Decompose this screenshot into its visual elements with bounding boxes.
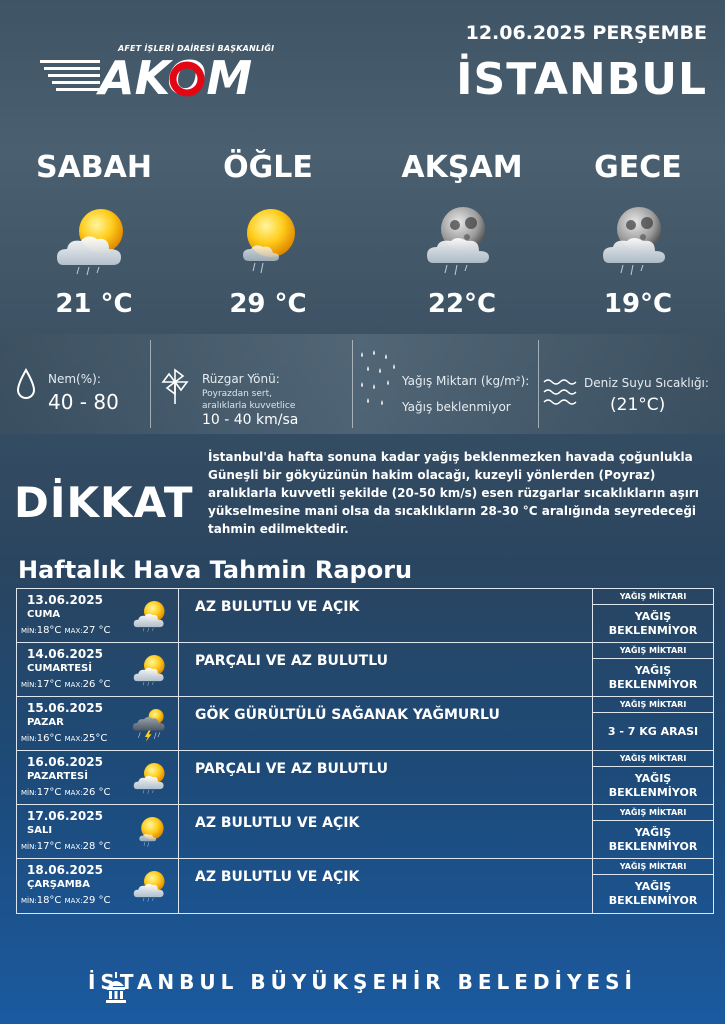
table-row bbox=[17, 643, 713, 697]
rain-value: Yağış beklenmiyor bbox=[402, 400, 511, 414]
rain-value: YAĞIŞ BEKLENMİYOR bbox=[608, 609, 698, 637]
day-minmax: MİN:16°C MAX:25°C bbox=[21, 733, 108, 744]
period-temp: 21 °C bbox=[55, 289, 133, 319]
rain-cell bbox=[593, 805, 713, 858]
rain-cell bbox=[593, 697, 713, 750]
rain-value: YAĞIŞ BEKLENMİYOR bbox=[608, 663, 698, 691]
rain-header: YAĞIŞ MİKTARI bbox=[593, 643, 713, 659]
rain-cell bbox=[593, 751, 713, 804]
day-cell bbox=[17, 805, 179, 858]
rain-value: YAĞIŞ BEKLENMİYOR bbox=[608, 771, 698, 799]
day-name: CUMA bbox=[27, 609, 61, 620]
rain-header: YAĞIŞ MİKTARI bbox=[593, 805, 713, 821]
day-desc: PARÇALI VE AZ BULUTLU bbox=[179, 751, 593, 804]
day-desc: AZ BULUTLU VE AÇIK bbox=[179, 859, 593, 913]
humidity-value: 40 - 80 bbox=[48, 390, 119, 414]
info-divider bbox=[352, 340, 353, 428]
rain-value: YAĞIŞ BEKLENMİYOR bbox=[608, 880, 698, 907]
rain-value: 3 - 7 KG ARASI bbox=[607, 724, 699, 738]
day-desc: AZ BULUTLU VE AÇIK bbox=[179, 805, 593, 858]
wind-desc-2: aralıklarla kuvvetlice bbox=[202, 401, 296, 411]
city-name: İSTANBUL bbox=[456, 54, 707, 105]
period-name: AKŞAM bbox=[401, 150, 523, 185]
sun-cloud-icon bbox=[130, 755, 172, 799]
day-cell bbox=[17, 697, 179, 750]
day-name: SALI bbox=[27, 825, 53, 836]
sea-temp-label: Deniz Suyu Sıcaklığı: bbox=[584, 376, 709, 390]
day-name: CUMARTESİ bbox=[27, 663, 92, 674]
moon-cloud-icon bbox=[417, 199, 507, 279]
day-date: 16.06.2025 bbox=[27, 755, 103, 769]
day-desc: PARÇALI VE AZ BULUTLU bbox=[179, 643, 593, 696]
day-name: PAZARTESİ bbox=[27, 771, 88, 782]
period-name: GECE bbox=[594, 150, 682, 185]
rain-header: YAĞIŞ MİKTARI bbox=[593, 697, 713, 713]
period-temp: 22°C bbox=[427, 289, 497, 319]
day-minmax: MİN:17°C MAX:28 °C bbox=[21, 841, 111, 852]
day-cell bbox=[17, 859, 179, 913]
period-night bbox=[558, 150, 718, 319]
period-name: ÖĞLE bbox=[223, 150, 313, 185]
table-row bbox=[17, 697, 713, 751]
day-minmax: MİN:18°C MAX:27 °C bbox=[21, 625, 111, 636]
day-cell bbox=[17, 643, 179, 696]
rain-header: YAĞIŞ MİKTARI bbox=[593, 751, 713, 767]
org-subtitle: AFET İŞLERİ DAİRESİ BAŞKANLIĞI bbox=[118, 44, 275, 53]
weekly-table bbox=[16, 588, 714, 914]
rain-header: YAĞIŞ MİKTARI bbox=[593, 859, 713, 875]
day-date: 14.06.2025 bbox=[27, 647, 103, 661]
sun-cloud-icon bbox=[49, 199, 139, 279]
day-minmax: MİN:17°C MAX:26 °C bbox=[21, 679, 111, 690]
period-morning bbox=[14, 150, 174, 319]
sea-temp-value: (21°C) bbox=[610, 395, 666, 415]
day-minmax: MİN:17°C MAX:26 °C bbox=[21, 787, 111, 798]
day-desc: GÖK GÜRÜLTÜLÜ SAĞANAK YAĞMURLU bbox=[179, 697, 593, 750]
rain-header: YAĞIŞ MİKTARI bbox=[593, 589, 713, 605]
day-date: 15.06.2025 bbox=[27, 701, 103, 715]
day-date: 17.06.2025 bbox=[27, 809, 103, 823]
period-temp: 19°C bbox=[603, 289, 673, 319]
period-name: SABAH bbox=[35, 150, 152, 185]
humidity-label: Nem(%): bbox=[48, 372, 101, 386]
info-divider bbox=[150, 340, 151, 428]
info-divider bbox=[538, 340, 539, 428]
moon-cloud-icon bbox=[593, 199, 683, 279]
sun-cloud-icon bbox=[130, 593, 172, 637]
pinwheel-icon bbox=[158, 366, 192, 406]
wind-speed: 10 - 40 km/sa bbox=[202, 412, 299, 428]
droplet-icon bbox=[14, 368, 38, 402]
day-minmax: MİN:18°C MAX:29 °C bbox=[21, 895, 111, 906]
raindrops-icon bbox=[356, 346, 400, 410]
rain-cell bbox=[593, 643, 713, 696]
period-evening bbox=[382, 150, 542, 319]
table-row bbox=[17, 589, 713, 643]
day-cell bbox=[17, 751, 179, 804]
period-temp: 29 °C bbox=[229, 289, 307, 319]
alert-title: DİKKAT bbox=[14, 478, 194, 527]
akom-o-ring-icon bbox=[168, 60, 206, 98]
rain-value: YAĞIŞ BEKLENMİYOR bbox=[608, 825, 698, 853]
table-row bbox=[17, 751, 713, 805]
sun-icon bbox=[130, 809, 172, 853]
waves-icon bbox=[542, 376, 578, 410]
period-noon bbox=[188, 150, 348, 319]
alert-text: İstanbul'da hafta sonuna kadar yağış beklenmezken havada çoğunlukla Güneşli bir gökyüzünün hakim olacağı, kuzeyli yönlerden (Poyraz) aralıklarla kuvvetli şekilde (20-50 km/s) esen rüzgarlar sıcaklıkların aşırı yükselmesine mani olsa da sıcaklıkların 28-30 °C aralığında seyredeceği tahmin edilmektedir. bbox=[208, 450, 699, 536]
sun-icon bbox=[223, 199, 313, 279]
akom-logo-text: AKOM bbox=[99, 52, 253, 100]
day-name: PAZAR bbox=[27, 717, 64, 728]
wind-label: Rüzgar Yönü: bbox=[202, 372, 280, 386]
day-name: ÇARŞAMBA bbox=[27, 879, 91, 890]
day-cell bbox=[17, 589, 179, 642]
wind-desc-1: Poyrazdan sert, bbox=[202, 389, 272, 399]
sun-cloud-icon bbox=[130, 647, 172, 691]
sun-cloud-icon bbox=[130, 863, 172, 907]
day-date: 18.06.2025 bbox=[27, 863, 103, 877]
table-row bbox=[17, 859, 713, 913]
thunderstorm-icon bbox=[130, 701, 172, 745]
rain-cell bbox=[593, 589, 713, 642]
footer-municipality: İSTANBUL BÜYÜKŞEHİR BELEDİYESİ bbox=[87, 970, 637, 994]
weekly-title: Haftalık Hava Tahmin Raporu bbox=[18, 556, 413, 584]
day-date: 13.06.2025 bbox=[27, 593, 103, 607]
rain-label: Yağış Miktarı (kg/m²): bbox=[402, 374, 530, 388]
report-date: 12.06.2025 PERŞEMBE bbox=[465, 22, 707, 44]
day-desc: AZ BULUTLU VE AÇIK bbox=[179, 589, 593, 642]
table-row bbox=[17, 805, 713, 859]
rain-cell bbox=[593, 859, 713, 913]
